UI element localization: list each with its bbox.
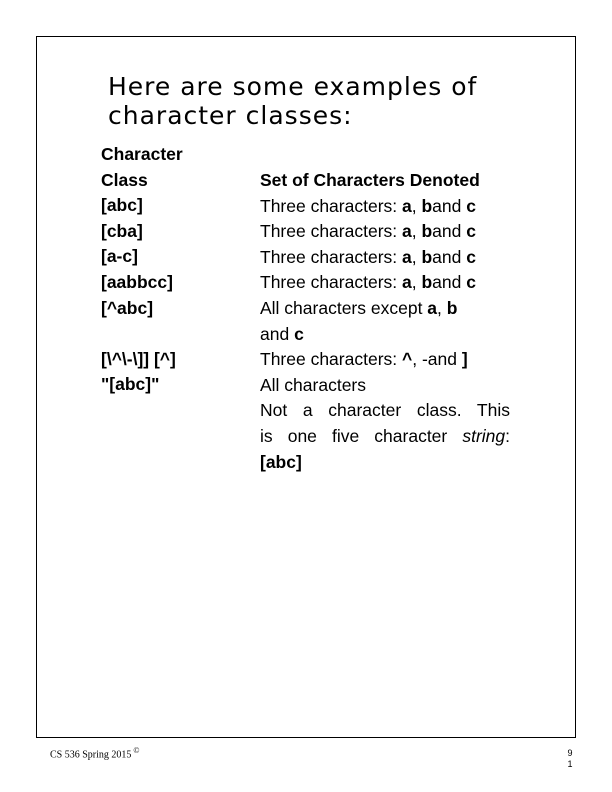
denoted-row-4: Three characters: a, band c (260, 272, 476, 293)
header-set-of-characters: Set of Characters Denoted (260, 170, 480, 190)
class-string: "[abc]" (101, 374, 160, 395)
denoted-row-5: All characters except a, b (260, 297, 458, 318)
denoted-row-8-line3: [abc] (260, 451, 302, 472)
denoted-row-3: Three characters: a, band c (260, 246, 476, 267)
course-label: CS 536 Spring 2015 (50, 749, 132, 761)
class-aabbcc: [aabbcc] (101, 271, 173, 292)
class-abc: [abc] (101, 195, 143, 216)
denoted-row-1: Three characters: a, band c (260, 195, 476, 216)
denoted-row-2: Three characters: a, band c (260, 221, 476, 242)
denoted-row-7: All characters (260, 374, 367, 395)
characters-denoted-column (260, 168, 510, 475)
title-line-2: character classes: (108, 101, 353, 130)
header-class: Class (101, 169, 148, 190)
slide-title (108, 72, 477, 130)
denoted-row-8-line2: is one five character string: (260, 425, 510, 446)
class-not-abc: [^abc] (101, 297, 154, 318)
denoted-row-8-line1: Not a character class. This (260, 400, 510, 421)
character-class-column (101, 142, 183, 398)
title-line-1: Here are some examples of (108, 72, 478, 101)
page-number: 9 1 (567, 748, 573, 769)
denoted-row-6: Three characters: ^, -and ] (260, 349, 468, 370)
copyright-icon: © (133, 746, 140, 755)
class-a-c: [a-c] (101, 246, 138, 267)
class-cba: [cba] (101, 220, 143, 241)
footer-course (50, 746, 139, 760)
class-escaped: [\^\-\]] [^] (101, 348, 176, 369)
header-character: Character (101, 144, 183, 164)
denoted-row-5-cont: and c (260, 323, 304, 344)
